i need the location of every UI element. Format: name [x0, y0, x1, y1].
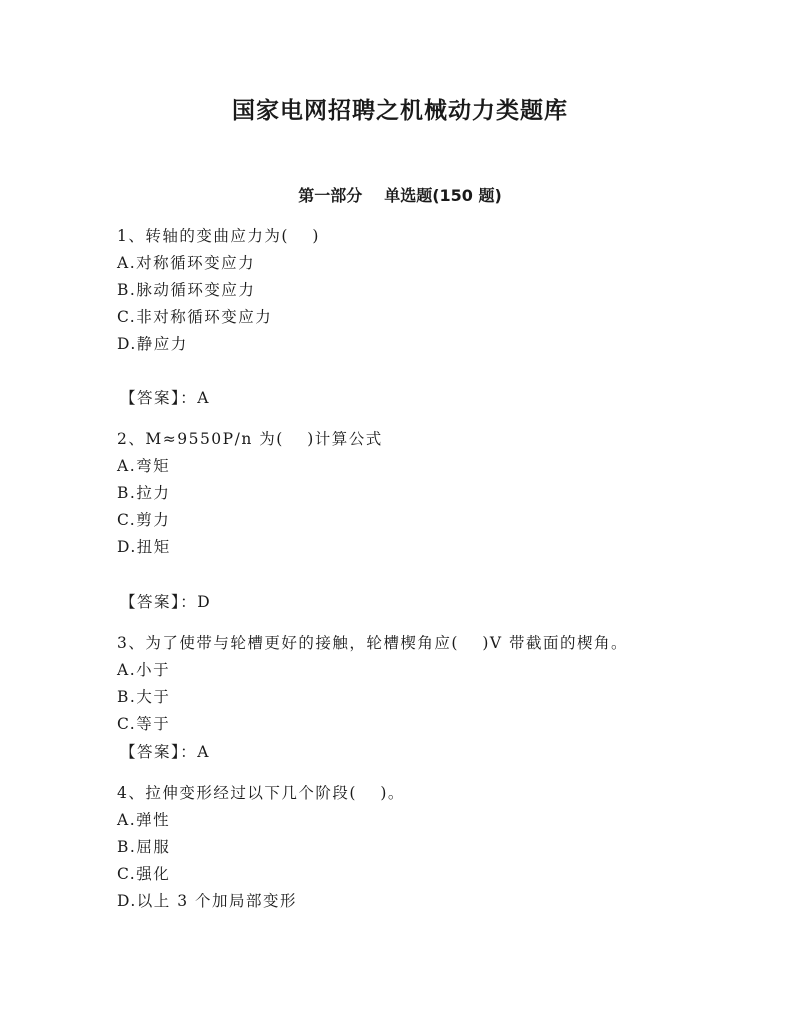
answer-label: 【答案】：: [120, 593, 198, 611]
question-stem: 4、拉伸变形经过以下几个阶段( )。: [117, 784, 405, 802]
question-option: A.对称循环变应力: [117, 254, 256, 272]
answer-value: A: [197, 389, 210, 407]
question-option: B.屈服: [117, 838, 171, 856]
answer-line: [120, 591, 211, 613]
question-option: D.静应力: [117, 335, 188, 353]
section-heading: [0, 183, 800, 206]
answer-line: [120, 741, 210, 763]
answer-label: 【答案】：: [120, 743, 198, 761]
question-option: C.非对称循环变应力: [117, 308, 273, 326]
document-title: 国家电网招聘之机械动力类题库: [232, 98, 568, 124]
question-option: C.强化: [117, 865, 171, 883]
answer-label: 【答案】：: [120, 389, 198, 407]
question-option: C.等于: [117, 715, 171, 733]
answer-value: A: [197, 743, 210, 761]
question-option: A.弹性: [117, 811, 171, 829]
question-stem: 1、转轴的变曲应力为( ): [117, 227, 320, 245]
question-option: B.大于: [117, 688, 171, 706]
section-name: 单选题(150 题): [384, 186, 502, 205]
answer-line: [120, 387, 210, 409]
section-part: 第一部分: [298, 186, 363, 205]
question-option: D.以上 3 个加局部变形: [117, 892, 298, 910]
question-option: D.扭矩: [117, 538, 171, 556]
question-option: C.剪力: [117, 511, 171, 529]
question-option: B.脉动循环变应力: [117, 281, 256, 299]
question-option: B.拉力: [117, 484, 171, 502]
question-stem: 3、为了使带与轮槽更好的接触，轮槽楔角应( )V 带截面的楔角。: [117, 634, 629, 652]
question-option: A.弯矩: [117, 457, 171, 475]
question-option: A.小于: [117, 661, 171, 679]
question-stem: 2、M≈9550P/n 为( )计算公式: [117, 430, 383, 448]
answer-value: D: [197, 593, 212, 611]
